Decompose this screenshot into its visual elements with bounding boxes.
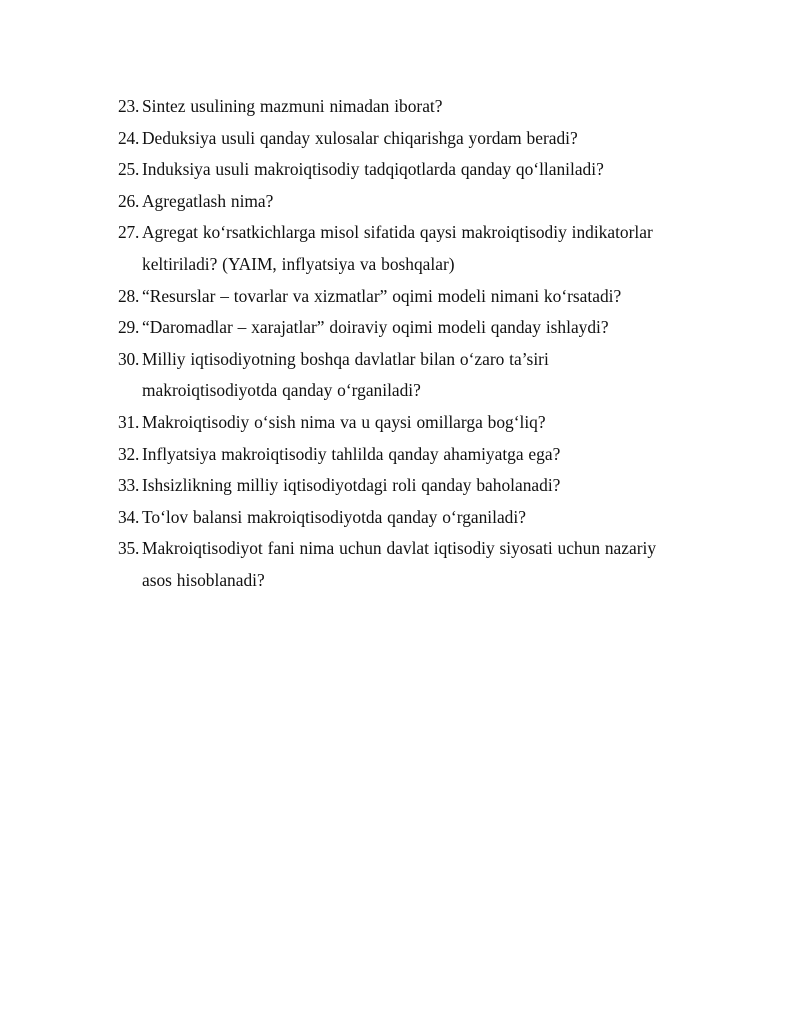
question-item — [118, 312, 698, 344]
question-text-line: Agregat ko‘rsatkichlarga misol sifatida qaysi makroiqtisodiy indikatorlar — [142, 222, 653, 243]
question-text-line: “Daromadlar – xarajatlar” doiraviy oqimi modeli qanday ishlaydi? — [142, 317, 609, 338]
question-text-line: Deduksiya usuli qanday xulosalar chiqarishga yordam beradi? — [142, 127, 578, 148]
question-item — [118, 502, 698, 534]
question-text — [142, 533, 698, 596]
question-text — [142, 312, 698, 344]
question-number: 26. — [118, 190, 140, 211]
question-text — [142, 91, 698, 123]
question-text — [142, 407, 698, 439]
question-text — [142, 217, 698, 280]
question-text — [142, 470, 698, 502]
question-item — [118, 407, 698, 439]
question-number: 33. — [118, 475, 140, 496]
question-text — [142, 186, 698, 218]
question-number: 32. — [118, 443, 140, 464]
question-item — [118, 91, 698, 123]
question-number: 24. — [118, 127, 140, 148]
question-text — [142, 154, 698, 186]
question-text-line: Sintez usulining mazmuni nimadan iborat? — [142, 96, 443, 116]
question-text — [142, 123, 698, 155]
question-item — [118, 123, 698, 155]
question-text-line: makroiqtisodiyotda qanday o‘rganiladi? — [142, 380, 421, 401]
question-item — [118, 344, 698, 407]
question-number: 27. — [118, 222, 140, 243]
question-item — [118, 470, 698, 502]
question-number: 35. — [118, 538, 140, 559]
question-item — [118, 281, 698, 313]
question-text-line: “Resurslar – tovarlar va xizmatlar” oqimi modeli nimani ko‘rsatadi? — [142, 285, 622, 306]
question-list — [118, 91, 698, 597]
question-number: 28. — [118, 285, 140, 306]
question-item — [118, 533, 698, 596]
question-text-line: asos hisoblanadi? — [142, 569, 265, 590]
question-text-line: To‘lov balansi makroiqtisodiyotda qanday o‘rganiladi? — [142, 506, 526, 527]
question-item — [118, 217, 698, 280]
question-text-line: Makroiqtisodiyot fani nima uchun davlat iqtisodiy siyosati uchun nazariy — [142, 538, 657, 559]
question-text — [142, 439, 698, 471]
question-number: 25. — [118, 159, 140, 180]
question-text — [142, 344, 698, 407]
question-text-line: Induksiya usuli makroiqtisodiy tadqiqotlarda qanday qo‘llaniladi? — [142, 159, 604, 180]
question-text-line: Ishsizlikning milliy iqtisodiyotdagi roli qanday baholanadi? — [142, 475, 561, 496]
question-text-line: Milliy iqtisodiyotning boshqa davlatlar bilan o‘zaro ta’siri — [142, 348, 549, 369]
question-text-line: Inflyatsiya makroiqtisodiy tahlilda qanday ahamiyatga ega? — [142, 443, 561, 464]
question-number: 31. — [118, 411, 140, 432]
question-item — [118, 186, 698, 218]
question-text-line: Makroiqtisodiy o‘sish nima va u qaysi omillarga bog‘liq? — [142, 411, 546, 432]
question-text-line: Agregatlash nima? — [142, 190, 274, 211]
question-text-line: keltiriladi? (YAIM, inflyatsiya va boshqalar) — [142, 253, 455, 274]
question-item — [118, 154, 698, 186]
question-number: 23. — [118, 96, 140, 116]
question-number: 34. — [118, 506, 140, 527]
question-item — [118, 439, 698, 471]
question-text — [142, 281, 698, 313]
question-number: 29. — [118, 317, 140, 338]
question-number: 30. — [118, 348, 140, 369]
question-text — [142, 502, 698, 534]
